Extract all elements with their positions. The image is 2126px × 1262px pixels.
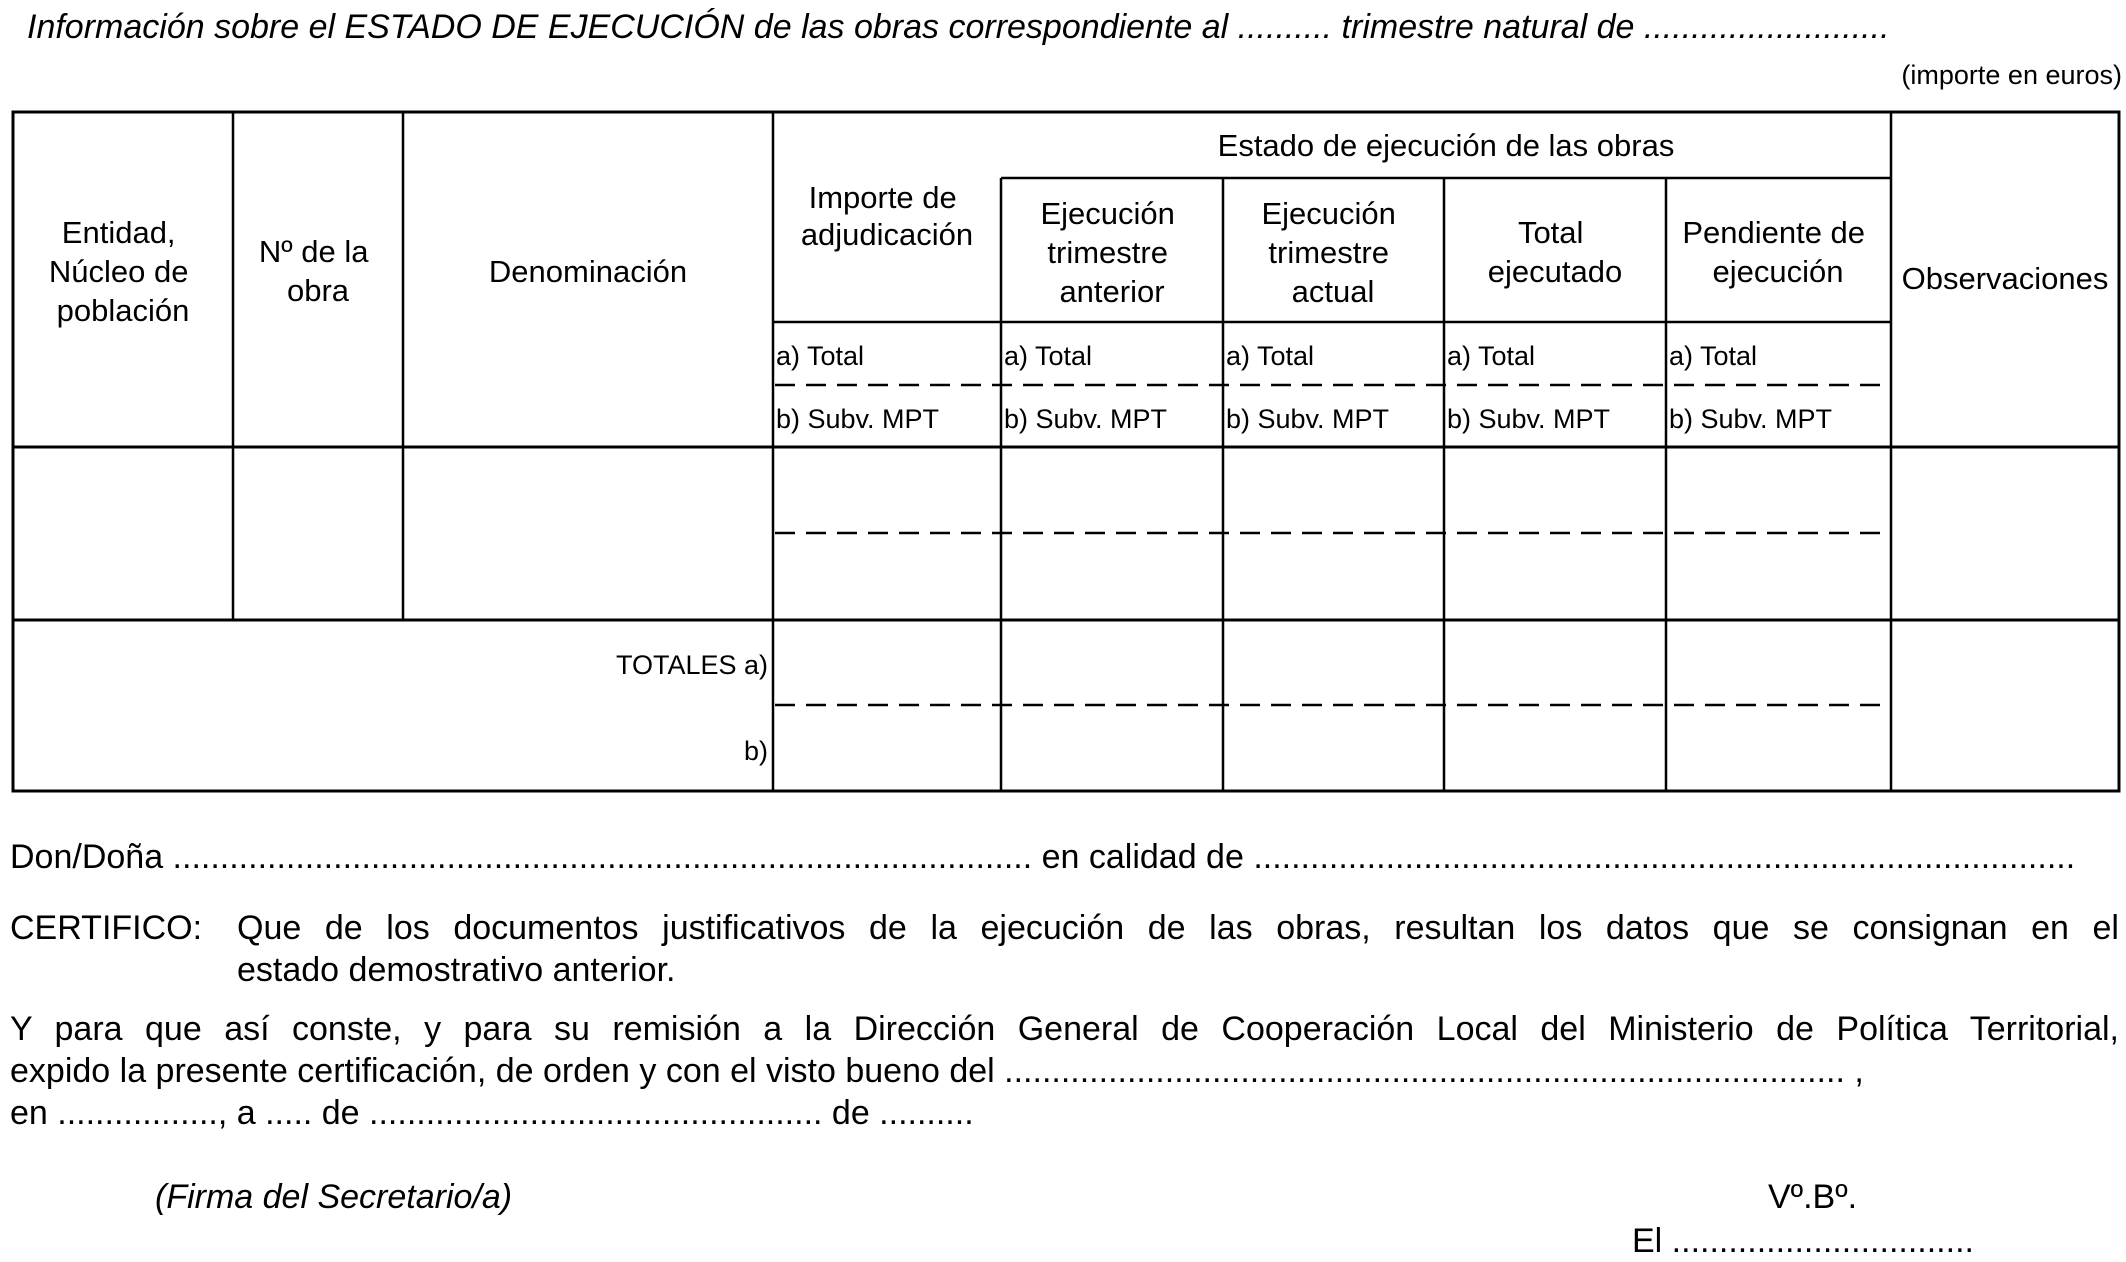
sub-total-pendiente: a) Total (1669, 341, 1758, 371)
sub-total-ejecutado: a) Total (1447, 341, 1536, 371)
sub-total-actual: a) Total (1226, 341, 1315, 371)
totales-b-label: b) (743, 736, 768, 766)
col-header-total-ejecutado: Total ejecutado (1487, 215, 1623, 289)
certifico-label: CERTIFICO: (10, 909, 203, 947)
col-header-denominacion: Denominación (488, 254, 688, 289)
group-header-estado: Estado de ejecución de las obras (1217, 128, 1675, 163)
col-header-trim-anterior: Ejecución trimestre anterior (1040, 196, 1175, 309)
col-header-observaciones: Observaciones (1901, 261, 2109, 296)
totales-a-label: TOTALES a) (615, 650, 768, 680)
col-header-importe: Importe de adjudicación (800, 180, 974, 252)
sub-subv-pendiente: b) Subv. MPT (1669, 404, 1833, 434)
don-line: Don/Doña ........................................................................................... en calidad de ....................................................................................... (10, 838, 2076, 876)
remision-line-3: en ................., a ..... de ................................................ de .......... (10, 1094, 974, 1132)
col-header-entidad: Entidad, Núcleo de población (48, 215, 190, 328)
form-title: Información sobre el ESTADO DE EJECUCIÓN de las obras correspondiente al .......... trimestre natural de .......................... (27, 8, 1890, 46)
certifico-line-2: estado demostrativo anterior. (237, 951, 676, 989)
sub-total-importe: a) Total (776, 341, 865, 371)
el-signature-line: El ................................ (1632, 1222, 1974, 1260)
col-header-pendiente: Pendiente de ejecución (1682, 215, 1866, 289)
sub-subv-anterior: b) Subv. MPT (1004, 404, 1168, 434)
remision-line-2: expido la presente certificación, de orden y con el visto bueno del ......................................................................................... , (10, 1052, 1864, 1090)
col-header-numero: Nº de la obra (258, 234, 369, 308)
sub-total-anterior: a) Total (1004, 341, 1093, 371)
sub-subv-ejecutado: b) Subv. MPT (1447, 404, 1611, 434)
units-note: (importe en euros) (1901, 60, 2122, 90)
sub-subv-actual: b) Subv. MPT (1226, 404, 1390, 434)
certifico-line-1: Que de los documentos justificativos de la ejecución de las obras, resultan los datos que se consignan en el (237, 909, 2119, 947)
col-header-trim-actual: Ejecución trimestre actual (1261, 196, 1396, 309)
visto-bueno-label: Vº.Bº. (1768, 1178, 1858, 1216)
secretary-signature-label: (Firma del Secretario/a) (155, 1178, 513, 1216)
remision-line-1: Y para que así conste, y para su remisión a la Dirección General de Cooperación Local del Ministerio de Política Territorial, (10, 1010, 2119, 1048)
sub-subv-importe: b) Subv. MPT (776, 404, 940, 434)
